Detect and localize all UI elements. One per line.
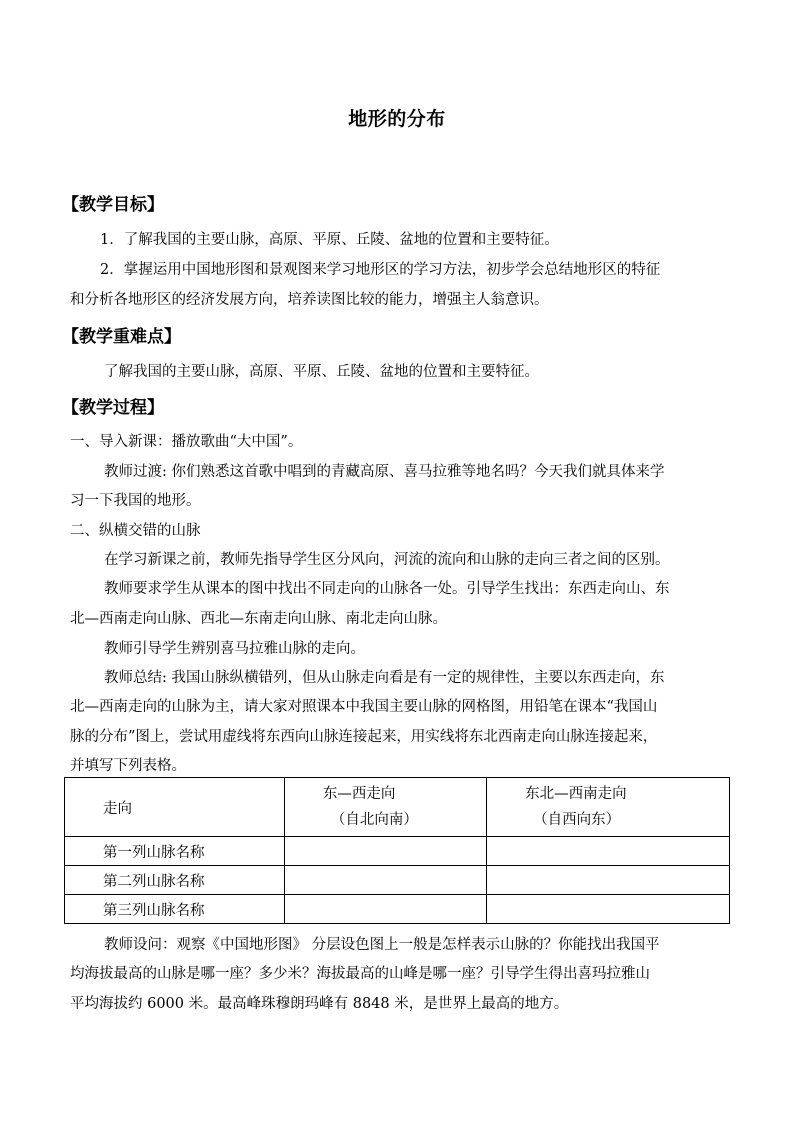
key-points-text: 了解我国的主要山脉，高原、平原、丘陵、盆地的位置和主要特征。 bbox=[104, 364, 539, 380]
table-row bbox=[65, 866, 730, 895]
table-cell-empty bbox=[487, 866, 730, 895]
process-line: 并填写下列表格。 bbox=[70, 758, 186, 774]
east-west-label: 东—西走向 bbox=[322, 786, 396, 802]
table-cell-empty bbox=[487, 895, 730, 924]
page-title: 地形的分布 bbox=[348, 108, 446, 130]
table-cell-empty bbox=[284, 895, 486, 924]
table-row bbox=[65, 895, 730, 924]
table-row bbox=[65, 837, 730, 866]
northeast-southwest-label: 东北—西南走向 bbox=[525, 786, 627, 802]
table-cell-empty bbox=[284, 837, 486, 866]
table-row-label: 第一列山脉名称 bbox=[65, 837, 285, 866]
process-line: 北—西南走向山脉、西北—东南走向山脉、南北走向山脉。 bbox=[70, 611, 447, 627]
objective-item-2-cont: 和分析各地形区的经济发展方向，培养读图比较的能力，增强主人翁意识。 bbox=[70, 292, 549, 308]
process-line: 教师总结: 我国山脉纵横错列，但从山脉走向看是有一定的规律性，主要以东西走向，东 bbox=[104, 670, 665, 686]
process-heading: 【教学过程】 bbox=[62, 398, 164, 418]
northeast-southwest-sublabel: （自西向东） bbox=[533, 812, 621, 828]
process-line: 二、纵横交错的山脉 bbox=[70, 523, 201, 539]
process-line: 教师要求学生从课本的图中找出不同走向的山脉各一处。引导学生找出：东西走向山、东 bbox=[104, 581, 670, 597]
process-line: 教师过渡: 你们熟悉这首歌中唱到的青藏高原、喜马拉雅等地名吗？今天我们就具体来学 bbox=[104, 464, 665, 480]
objective-item-2: 2．掌握运用中国地形图和景观图来学习地形区的学习方法，初步学会总结地形区的特征 bbox=[100, 262, 661, 278]
table-cell-empty bbox=[284, 866, 486, 895]
table-header-direction: 走向 bbox=[65, 778, 285, 837]
after-table-line: 均海拔最高的山脉是哪一座？多少米？海拔最高的山峰是哪一座？引导学生得出喜玛拉雅山 bbox=[70, 966, 650, 982]
table-row-label: 第二列山脉名称 bbox=[65, 866, 285, 895]
east-west-sublabel: （自北向南） bbox=[330, 812, 418, 828]
objectives-heading: 【教学目标】 bbox=[62, 195, 164, 215]
after-table-line: 教师设问：观察《中国地形图》 分层设色图上一般是怎样表示山脉的？你能找出我国平 bbox=[104, 937, 660, 953]
objective-item-1: 1．了解我国的主要山脉，高原、平原、丘陵、盆地的位置和主要特征。 bbox=[100, 232, 559, 248]
table-header-northeast-southwest bbox=[487, 778, 730, 837]
process-line: 一、导入新课：播放歌曲“大中国”。 bbox=[70, 434, 303, 450]
key-points-heading: 【教学重难点】 bbox=[62, 327, 181, 347]
table-header-row bbox=[65, 778, 730, 837]
process-line: 习一下我国的地形。 bbox=[70, 493, 201, 509]
table-cell-empty bbox=[487, 837, 730, 866]
mountain-table bbox=[64, 777, 730, 924]
table-header-east-west bbox=[284, 778, 486, 837]
after-table-line: 平均海拔约 6000 米。最高峰珠穆朗玛峰有 8848 米，是世界上最高的地方。 bbox=[70, 996, 569, 1012]
process-line: 在学习新课之前，教师先指导学生区分风向，河流的流向和山脉的走向三者之间的区别。 bbox=[104, 552, 670, 568]
process-line: 北—西南走向的山脉为主，请大家对照课本中我国主要山脉的网格图，用铅笔在课本“我国山 bbox=[70, 699, 658, 715]
process-line: 脉的分布”图上，尝试用虚线将东西向山脉连接起来，用实线将东北西南走向山脉连接起来， bbox=[70, 729, 658, 745]
process-line: 教师引导学生辨别喜马拉雅山脉的走向。 bbox=[104, 641, 365, 657]
table-row-label: 第三列山脉名称 bbox=[65, 895, 285, 924]
